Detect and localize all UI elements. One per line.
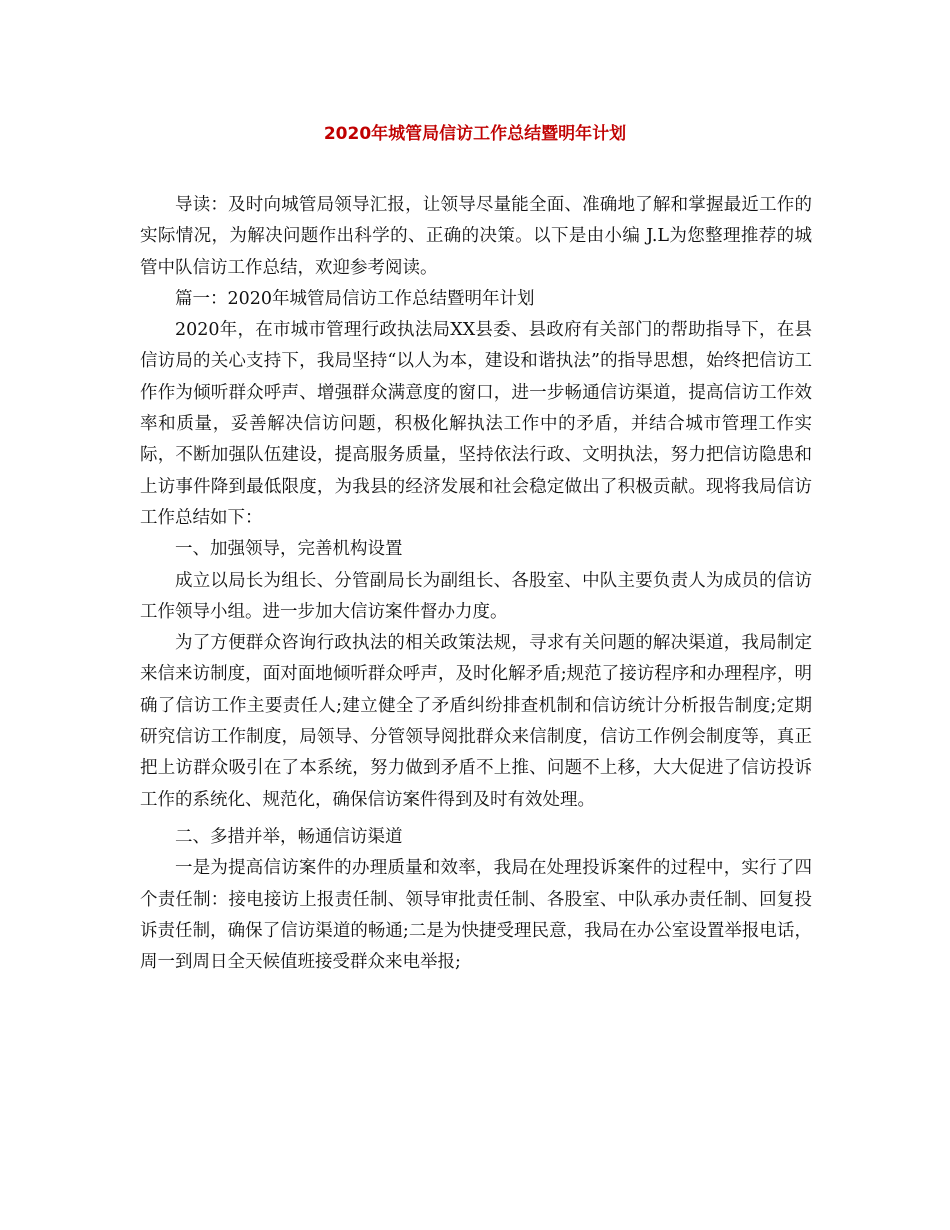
paragraph-part-one-heading: 篇一：2020年城管局信访工作总结暨明年计划 — [175, 288, 535, 309]
section-heading-2: 二、多措并举，畅通信访渠道 — [175, 826, 403, 847]
document-body — [140, 190, 812, 978]
paragraph-measures: 一是为提高信访案件的办理质量和效率，我局在处理投诉案件的过程中，实行了四个责任制：接电接访上报责任制、领导审批责任制、各股室、中队承办责任制、回复投诉责任制，确保了信访渠道的畅通;二是为快捷受理民意，我局在办公室设置举报电话，周一到周日全天候值班接受群众来电举报; — [140, 858, 812, 973]
document-title: 2020年城管局信访工作总结暨明年计划 — [323, 124, 627, 144]
paragraph-intro: 导读：及时向城管局领导汇报，让领导尽量能全面、准确地了解和掌握最近工作的实际情况，为解决问题作出科学的、正确的决策。以下是由小编 J.L为您整理推荐的城管中队信访工作总结，欢迎参考阅读。 — [140, 195, 812, 278]
paragraph-overview: 2020年，在市城市管理行政执法局XX县委、县政府有关部门的帮助指导下，在县信访局的关心支持下，我局坚持“以人为本，建设和谐执法”的指导思想，始终把信访工作作为倾听群众呼声、增强群众满意度的窗口，进一步畅通信访渠道，提高信访工作效率和质量，妥善解决信访问题，积极化解执法工作中的矛盾，并结合城市管理工作实际，不断加强队伍建设，提高服务质量，坚持依法行政、文明执法，努力把信访隐患和上访事件降到最低限度，为我县的经济发展和社会稳定做出了积极贡献。现将我局信访工作总结如下： — [140, 320, 812, 528]
paragraph-systems: 为了方便群众咨询行政执法的相关政策法规，寻求有关问题的解决渠道，我局制定来信来访制度，面对面地倾听群众呼声，及时化解矛盾;规范了接访程序和办理程序，明确了信访工作主要责任人;建立健全了矛盾纠纷排查机制和信访统计分析报告制度;定期研究信访工作制度，局领导、分管领导阅批群众来信制度，信访工作例会制度等，真正把上访群众吸引在了本系统，努力做到矛盾不上推、问题不上移，大大促进了信访投诉工作的系统化、规范化，确保信访案件得到及时有效处理。 — [140, 633, 812, 810]
paragraph-leadership-group: 成立以局长为组长、分管副局长为副组长、各股室、中队主要负责人为成员的信访工作领导小组。进一步加大信访案件督办力度。 — [140, 570, 812, 622]
section-heading-1: 一、加强领导，完善机构设置 — [175, 539, 403, 560]
